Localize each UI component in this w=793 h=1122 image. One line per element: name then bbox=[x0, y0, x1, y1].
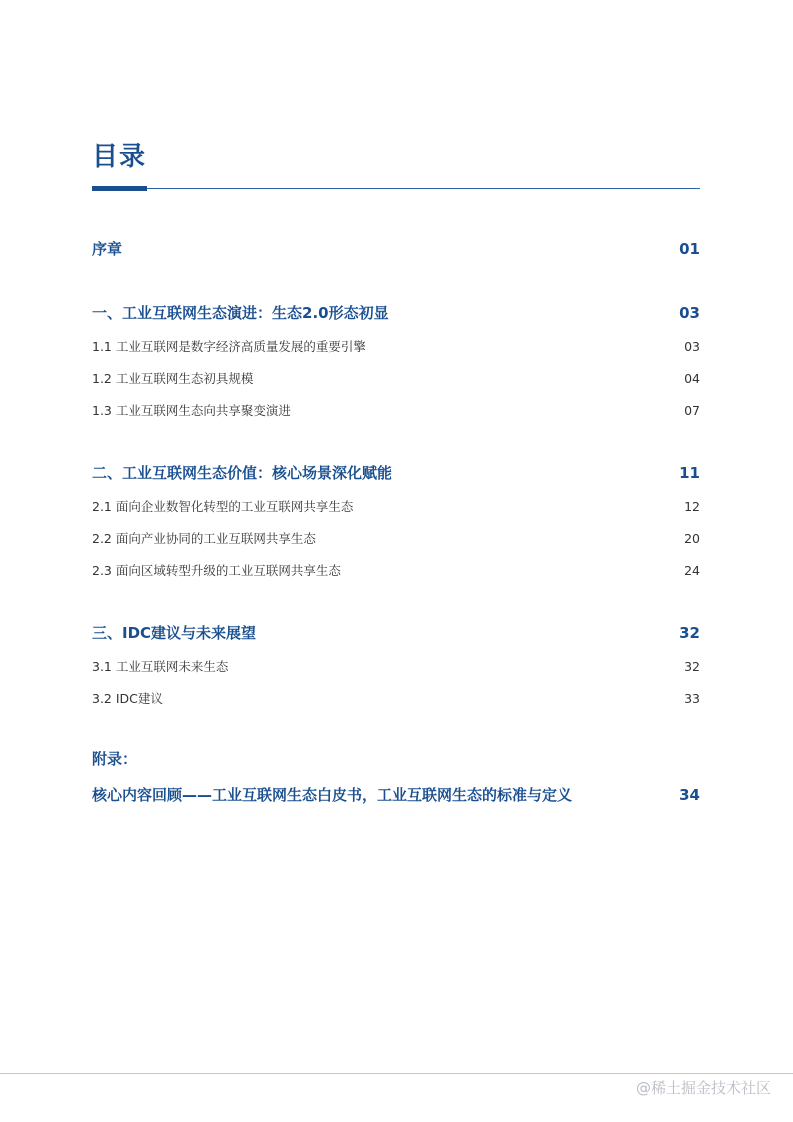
footer-divider bbox=[0, 1073, 793, 1074]
toc-entry-2-1[interactable] bbox=[92, 497, 700, 515]
toc-entry-label: 二、工业互联网生态价值：核心场景深化赋能 bbox=[92, 464, 393, 482]
toc-entry-label: 三、IDC建议与未来展望 bbox=[92, 624, 257, 642]
toc-entry-2-2[interactable] bbox=[92, 529, 700, 547]
toc-entry-1-2[interactable] bbox=[92, 369, 700, 387]
toc-appendix-heading bbox=[92, 748, 700, 769]
toc-entry-label: 1.3 工业互联网生态向共享聚变演进 bbox=[92, 403, 291, 418]
toc-entry-label: 核心内容回顾——工业互联网生态白皮书，工业互联网生态的标准与定义 bbox=[92, 786, 573, 804]
toc-entry-page: 32 bbox=[684, 658, 700, 674]
toc-entry-page: 03 bbox=[684, 338, 700, 354]
toc-entry-label: 2.3 面向区域转型升级的工业互联网共享生态 bbox=[92, 563, 341, 578]
toc-entry-label: 一、工业互联网生态演进：生态2.0形态初显 bbox=[92, 304, 389, 322]
title-accent-bar bbox=[92, 186, 147, 191]
toc-entry-page: 04 bbox=[684, 370, 700, 386]
toc-entry-page: 20 bbox=[684, 530, 700, 546]
toc-appendix-heading-label: 附录： bbox=[92, 750, 138, 768]
toc-entry-chapter-2[interactable] bbox=[92, 462, 700, 483]
toc-entry-label: 2.1 面向企业数智化转型的工业互联网共享生态 bbox=[92, 499, 354, 514]
toc-entry-page: 24 bbox=[684, 562, 700, 578]
toc-entry-page: 03 bbox=[679, 303, 700, 322]
toc-entry-label: 序章 bbox=[92, 240, 123, 258]
toc-entry-1-3[interactable] bbox=[92, 401, 700, 419]
title-divider bbox=[92, 188, 700, 189]
toc-entry-page: 12 bbox=[684, 498, 700, 514]
watermark: @稀土掘金技术社区 bbox=[635, 1079, 771, 1097]
toc-entry-chapter-1[interactable] bbox=[92, 302, 700, 323]
toc-entry-2-3[interactable] bbox=[92, 561, 700, 579]
toc-entry-page: 11 bbox=[679, 463, 700, 482]
toc-entry-page: 33 bbox=[684, 690, 700, 706]
toc-entry-page: 32 bbox=[679, 623, 700, 642]
page-title: 目录 bbox=[92, 142, 147, 172]
toc-entry-appendix[interactable] bbox=[92, 784, 700, 805]
toc-entry-chapter-3[interactable] bbox=[92, 622, 700, 643]
toc-entry-page: 34 bbox=[679, 785, 700, 804]
toc-entry-preface[interactable] bbox=[92, 238, 700, 259]
toc-entry-label: 3.1 工业互联网未来生态 bbox=[92, 659, 229, 674]
toc-entry-page: 07 bbox=[684, 402, 700, 418]
toc-entry-label: 1.2 工业互联网生态初具规模 bbox=[92, 371, 254, 386]
toc-entry-3-2[interactable] bbox=[92, 689, 700, 707]
toc-entry-label: 2.2 面向产业协同的工业互联网共享生态 bbox=[92, 531, 316, 546]
toc-entry-label: 1.1 工业互联网是数字经济高质量发展的重要引擎 bbox=[92, 339, 366, 354]
toc-entry-1-1[interactable] bbox=[92, 337, 700, 355]
toc-entry-3-1[interactable] bbox=[92, 657, 700, 675]
toc-entry-page: 01 bbox=[679, 239, 700, 258]
toc-entry-label: 3.2 IDC建议 bbox=[92, 691, 163, 706]
